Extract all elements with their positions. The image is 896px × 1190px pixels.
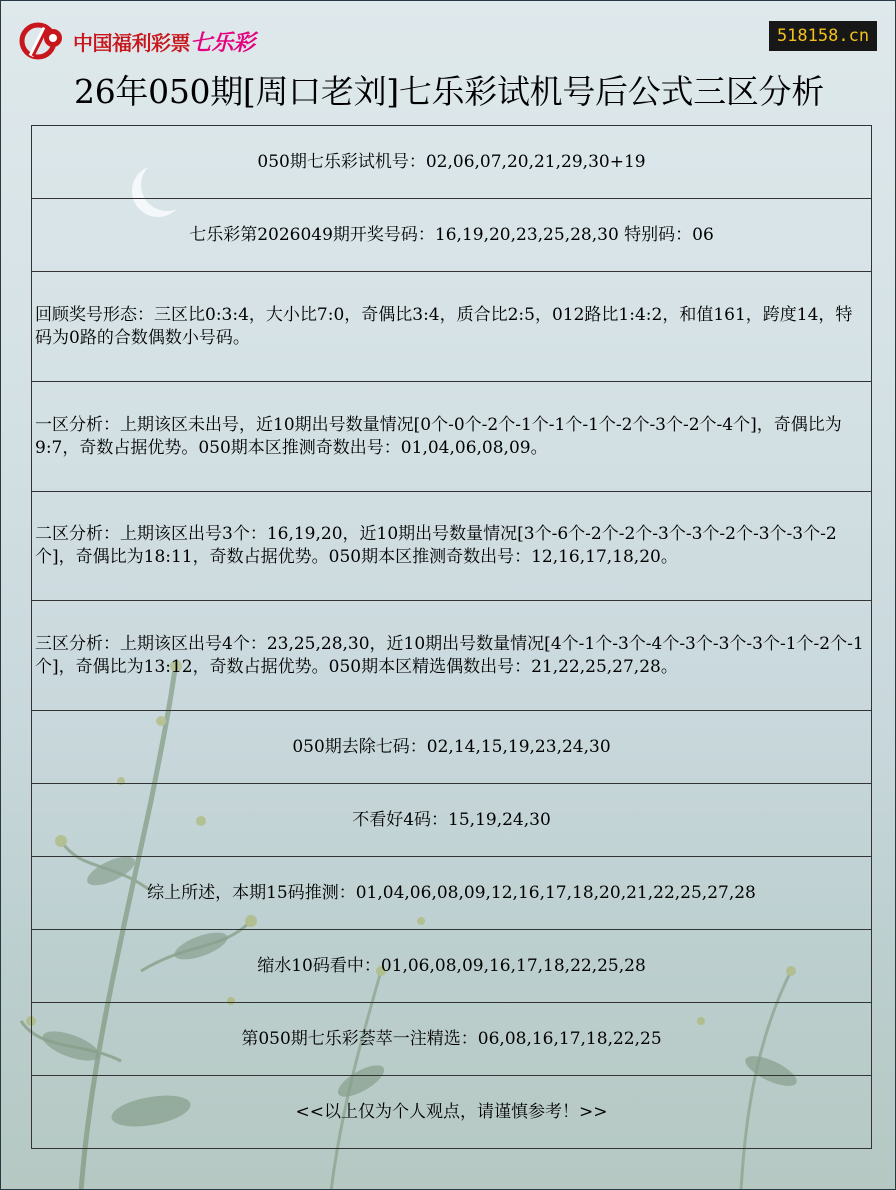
analysis-table <box>31 125 872 1149</box>
table-row-zone3: 三区分析：上期该区出号4个：23,25,28,30，近10期出号数量情况[4个-1个-3个-4个-3个-3个-3个-1个-2个-1个]，奇偶比为13:12，奇数占据优势。050期本区精选偶数出号：21,22,25,27,28。 <box>32 601 871 711</box>
table-row-trial-numbers: 050期七乐彩试机号：02,06,07,20,21,29,30+19 <box>32 126 871 199</box>
lottery-logo-icon <box>19 22 67 60</box>
table-row-draw-result: 七乐彩第2026049期开奖号码：16,19,20,23,25,28,30 特别码：06 <box>32 199 871 272</box>
table-row-unfavored-four: 不看好4码：15,19,24,30 <box>32 784 871 857</box>
table-row-single-pick: 第050期七乐彩荟萃一注精选：06,08,16,17,18,22,25 <box>32 1003 871 1076</box>
table-row-zone1: 一区分析：上期该区未出号，近10期出号数量情况[0个-0个-2个-1个-1个-1个-2个-3个-2个-4个]，奇偶比为9:7，奇数占据优势。050期本区推测奇数出号：01,04,06,08,09。 <box>32 382 871 492</box>
table-row-ten-picks: 缩水10码看中：01,06,08,09,16,17,18,22,25,28 <box>32 930 871 1003</box>
site-badge[interactable]: 518158.cn <box>769 21 877 51</box>
table-row-zone2: 二区分析：上期该区出号3个：16,19,20，近10期出号数量情况[3个-6个-2个-2个-3个-3个-2个-3个-3个-2个]，奇偶比为18:11，奇数占据优势。050期本区推测奇数出号：12,16,17,18,20。 <box>32 492 871 601</box>
table-row-review: 回顾奖号形态：三区比0:3:4，大小比7:0，奇偶比3:4，质合比2:5，012路比1:4:2，和值161，跨度14，特码为0路的合数偶数小号码。 <box>32 272 871 382</box>
table-row-exclude-seven: 050期去除七码：02,14,15,19,23,24,30 <box>32 711 871 784</box>
logo-text <box>73 26 255 57</box>
logo-text-accent: 七乐彩 <box>190 30 255 56</box>
page-title: 26年050期[周口老刘]七乐彩试机号后公式三区分析 <box>74 72 824 111</box>
table-row-fifteen-picks: 综上所述，本期15码推测：01,04,06,08,09,12,16,17,18,20,21,22,25,27,28 <box>32 857 871 930</box>
lottery-logo <box>19 21 255 61</box>
table-row-disclaimer: <<以上仅为个人观点，请谨慎参考！>> <box>32 1076 871 1149</box>
logo-text-main: 中国福利彩票 <box>73 30 190 55</box>
